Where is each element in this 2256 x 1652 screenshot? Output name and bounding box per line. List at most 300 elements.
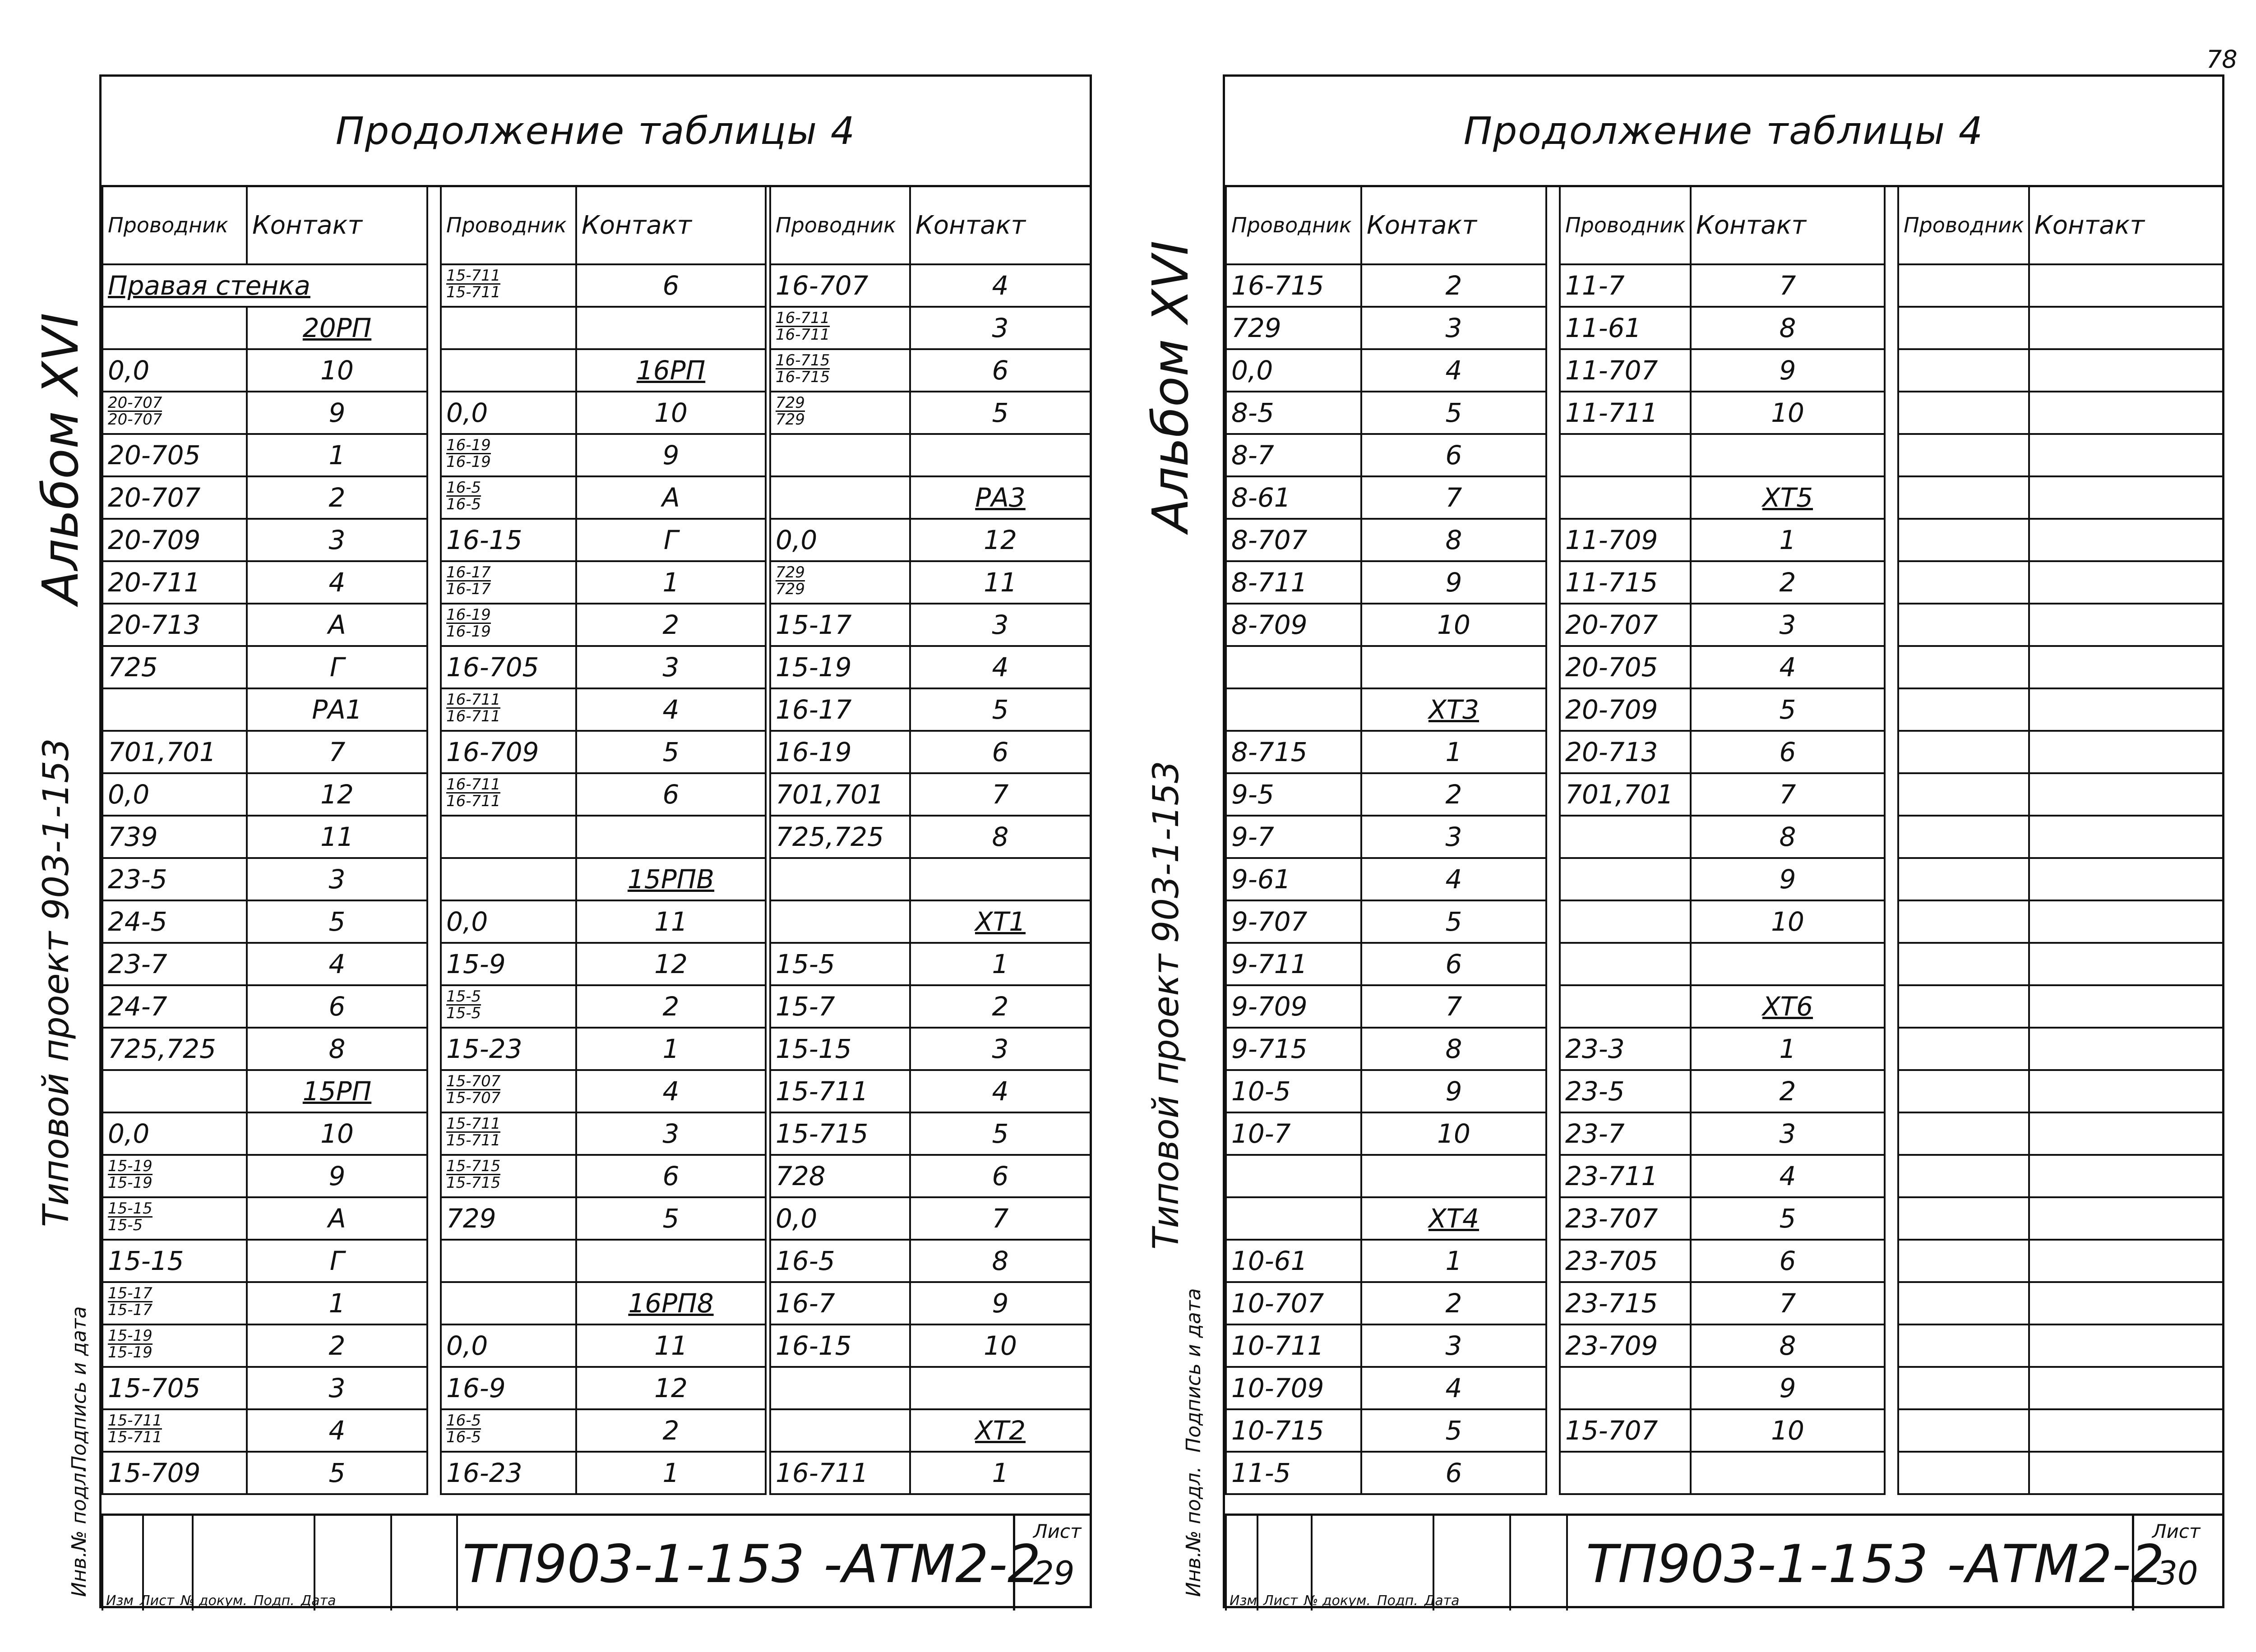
table-row: [441, 773, 766, 816]
contact-cell: 9: [1361, 561, 1546, 604]
table-row: [770, 1197, 1091, 1240]
document-suffix: -АТМ2-2: [1947, 1534, 2164, 1595]
document-code: ТП903-1-153: [1586, 1534, 1928, 1595]
conductor-cell: 20-707: [1560, 604, 1691, 646]
table-row: [1898, 476, 2223, 519]
contact-cell: 5: [576, 731, 766, 773]
table-row: [441, 858, 766, 900]
contact-cell: 8: [1691, 307, 1885, 349]
conductor-cell: 701,701: [770, 773, 910, 816]
conductor-cell: 10-61: [1226, 1240, 1361, 1282]
table-row: [1898, 1112, 2223, 1155]
paired-conductor: $\frac{16-17}{16-17}$: [446, 563, 491, 598]
table-row: [1898, 646, 2223, 688]
project-label: Типовой проект 903-1-153: [36, 738, 77, 1227]
contact-cell: 2: [1361, 264, 1546, 307]
contact-cell: 12: [576, 943, 766, 985]
contact-cell: [2029, 900, 2223, 943]
table-row: [1226, 646, 1546, 688]
table-row: [102, 943, 427, 985]
conductor-cell: [770, 476, 910, 519]
contact-cell: 7: [910, 1197, 1091, 1240]
conductor-cell: 8-707: [1226, 519, 1361, 561]
conductor-cell: [1898, 1197, 2029, 1240]
table-row: [770, 858, 1091, 900]
table-row: [102, 1197, 427, 1240]
table-row: [102, 264, 427, 307]
contact-cell: 7: [1361, 476, 1546, 519]
conductor-cell: [1898, 1112, 2029, 1155]
conductor-cell: [1560, 434, 1691, 476]
contact-cell: 2: [1361, 1282, 1546, 1324]
paired-conductor: $\frac{20-707}{20-707}$: [108, 393, 162, 429]
conductor-cell: [770, 1367, 910, 1409]
sheet-number-box: [1013, 1516, 1090, 1610]
contact-cell: РА3: [910, 476, 1091, 519]
contact-cell: [2029, 1324, 2223, 1367]
table-row: [1898, 1197, 2223, 1240]
conductor-cell: [1898, 264, 2029, 307]
conductor-cell: 8-61: [1226, 476, 1361, 519]
contact-cell: 2: [247, 476, 427, 519]
conductor-cell: 15-707: [1560, 1409, 1691, 1452]
document-suffix: -АТМ2-2: [823, 1534, 1041, 1595]
table-row: [1226, 858, 1546, 900]
contact-cell: 11: [247, 816, 427, 858]
conductor-cell: 23-5: [102, 858, 247, 900]
contact-cell: ХТ1: [910, 900, 1091, 943]
conductor-cell: 701,701: [1560, 773, 1691, 816]
conductor-cell: [1560, 985, 1691, 1028]
contact-cell: 4: [247, 1409, 427, 1452]
paired-conductor: $\frac{16-711}{16-711}$: [446, 690, 501, 725]
conductor-cell: 23-709: [1560, 1324, 1691, 1367]
paired-conductor: $\frac{16-5}{16-5}$: [446, 1411, 481, 1446]
contact-cell: ХТ2: [910, 1409, 1091, 1452]
contact-cell: 11: [910, 561, 1091, 604]
table-row: [441, 1324, 766, 1367]
table-row: [1560, 1197, 1885, 1240]
col-header-conductor: Проводник: [1226, 186, 1361, 264]
conductor-cell: 23-5: [1560, 1070, 1691, 1112]
table-row: [1898, 731, 2223, 773]
contact-cell: 5: [1691, 1197, 1885, 1240]
conductor-cell: 0,0: [770, 1197, 910, 1240]
conductor-cell: [1226, 1155, 1361, 1197]
contact-cell: 7: [1691, 773, 1885, 816]
contact-cell: 1: [1691, 1028, 1885, 1070]
table-row: [102, 646, 427, 688]
conductor-cell: 16-15: [770, 1324, 910, 1367]
paired-conductor: $\frac{16-711}{16-711}$: [446, 775, 501, 810]
conductor-cell: 15-715: [770, 1112, 910, 1155]
contact-cell: ХТ3: [1361, 688, 1546, 731]
conductor-cell: [1898, 349, 2029, 392]
contact-cell: 2: [910, 985, 1091, 1028]
table-row: [770, 816, 1091, 858]
conductor-cell: 8-709: [1226, 604, 1361, 646]
contact-cell: 4: [910, 646, 1091, 688]
contact-cell: 9: [247, 392, 427, 434]
table-row: [441, 1070, 766, 1112]
table-row: [1560, 1324, 1885, 1367]
table-row: [102, 773, 427, 816]
table-row: [770, 349, 1091, 392]
contact-cell: [2029, 646, 2223, 688]
contact-cell: 3: [910, 307, 1091, 349]
paired-conductor: $\frac{15-711}{15-711}$: [446, 1114, 501, 1149]
contact-cell: 8: [247, 1028, 427, 1070]
contact-cell: 10: [247, 1112, 427, 1155]
col-header-conductor: Проводник: [1898, 186, 2029, 264]
table-row: [1226, 1112, 1546, 1155]
table-row: [1560, 476, 1885, 519]
table-row: [102, 1409, 427, 1452]
contact-cell: 6: [1691, 1240, 1885, 1282]
contact-cell: 8: [910, 816, 1091, 858]
table-row: [102, 731, 427, 773]
contact-cell: 3: [247, 519, 427, 561]
conductor-cell: 15-705: [102, 1367, 247, 1409]
paired-conductor: $\frac{15-19}{15-19}$: [108, 1326, 153, 1361]
conductor-cell: [1560, 476, 1691, 519]
contact-cell: [2029, 1409, 2223, 1452]
paired-conductor: $\frac{15-5}{15-5}$: [446, 987, 481, 1022]
contact-cell: ХТ5: [1691, 476, 1885, 519]
contact-cell: 3: [247, 1367, 427, 1409]
table-row: [1226, 1452, 1546, 1494]
table-row: [1560, 1452, 1885, 1494]
conductor-cell: [770, 307, 910, 349]
conductor-cell: 9-5: [1226, 773, 1361, 816]
table-row: [1560, 392, 1885, 434]
sheet-right: [1128, 0, 2256, 1652]
conductor-cell: 739: [102, 816, 247, 858]
table-row: [441, 519, 766, 561]
table-row: [441, 1028, 766, 1070]
table-frame: [99, 74, 1092, 1608]
table-row: [441, 985, 766, 1028]
conductor-cell: 16-709: [441, 731, 576, 773]
table-row: [1898, 349, 2223, 392]
table-row: [1226, 604, 1546, 646]
table-row: [1560, 349, 1885, 392]
conductor-cell: 10-711: [1226, 1324, 1361, 1367]
conductor-cell: 0,0: [441, 392, 576, 434]
contact-cell: 1: [576, 561, 766, 604]
contact-cell: 2: [576, 604, 766, 646]
table-row: [1226, 1240, 1546, 1282]
conductor-cell: 9-7: [1226, 816, 1361, 858]
title-block: [1225, 1514, 2222, 1610]
conductor-cell: 725,725: [102, 1028, 247, 1070]
table-row: [1226, 943, 1546, 985]
contact-cell: 10: [576, 392, 766, 434]
conductor-cell: 15-9: [441, 943, 576, 985]
conductor-cell: 15-5: [770, 943, 910, 985]
contact-cell: 9: [910, 1282, 1091, 1324]
table-row: [770, 1324, 1091, 1367]
conductor-cell: 15-711: [770, 1070, 910, 1112]
table-row: [1898, 519, 2223, 561]
table-row: [1560, 1070, 1885, 1112]
conductor-cell: 23-705: [1560, 1240, 1691, 1282]
contact-cell: 2: [1691, 561, 1885, 604]
contact-cell: 1: [576, 1028, 766, 1070]
conductor-cell: [102, 1409, 247, 1452]
contact-cell: 8: [1361, 519, 1546, 561]
contact-cell: 6: [910, 1155, 1091, 1197]
table-row: [1898, 816, 2223, 858]
paired-conductor: $\frac{15-17}{15-17}$: [108, 1284, 153, 1319]
col-header-conductor: Проводник: [1560, 186, 1691, 264]
conductor-cell: 20-713: [1560, 731, 1691, 773]
contact-cell: [576, 816, 766, 858]
conductor-cell: 729: [441, 1197, 576, 1240]
contact-cell: 6: [1361, 1452, 1546, 1494]
contact-cell: Г: [247, 646, 427, 688]
table-row: [441, 943, 766, 985]
table-row: [441, 1197, 766, 1240]
conductor-cell: 10-5: [1226, 1070, 1361, 1112]
conductor-cell: 9-707: [1226, 900, 1361, 943]
contact-cell: 15РПВ: [576, 858, 766, 900]
contact-cell: 7: [1691, 264, 1885, 307]
table-row: [102, 392, 427, 434]
table-row: [770, 1240, 1091, 1282]
table-row: [1898, 1155, 2223, 1197]
col-header-contact: Контакт: [1691, 186, 1885, 264]
table-row: [770, 476, 1091, 519]
conductor-cell: 8-7: [1226, 434, 1361, 476]
table-row: [770, 688, 1091, 731]
table-row: [1560, 1028, 1885, 1070]
conductor-cell: [1898, 1028, 2029, 1070]
paired-conductor: $\frac{16-715}{16-715}$: [776, 351, 830, 386]
conductor-cell: 10-707: [1226, 1282, 1361, 1324]
conductor-cell: [770, 561, 910, 604]
contact-cell: 4: [910, 1070, 1091, 1112]
conductor-cell: [1560, 1367, 1691, 1409]
table-row: [102, 476, 427, 519]
table-row: [1560, 773, 1885, 816]
side-stamp-inventory: Инв.№ подл.: [1182, 1466, 1205, 1597]
contact-cell: 10: [1691, 392, 1885, 434]
table-row: [1898, 858, 2223, 900]
table-row: [1226, 1367, 1546, 1409]
table-row: [441, 688, 766, 731]
table-row: [770, 1112, 1091, 1155]
conductor-cell: [770, 434, 910, 476]
conductor-cell: 23-715: [1560, 1282, 1691, 1324]
table-row: [102, 900, 427, 943]
conductor-cell: [1898, 604, 2029, 646]
contact-cell: 8: [910, 1240, 1091, 1282]
table-row: [441, 476, 766, 519]
contact-cell: 9: [1691, 858, 1885, 900]
table-row: [1560, 1367, 1885, 1409]
conductor-cell: 11-707: [1560, 349, 1691, 392]
conductor-cell: [102, 392, 247, 434]
contact-cell: А: [247, 604, 427, 646]
table-row: [1226, 392, 1546, 434]
contact-cell: 7: [247, 731, 427, 773]
table-row: [102, 519, 427, 561]
conductor-cell: 16-711: [770, 1452, 910, 1494]
contact-cell: 4: [1361, 1367, 1546, 1409]
col-header-conductor: Проводник: [441, 186, 576, 264]
conductor-cell: 9-715: [1226, 1028, 1361, 1070]
table-row: [1560, 646, 1885, 688]
conductor-cell: 10-7: [1226, 1112, 1361, 1155]
table-row: [1226, 773, 1546, 816]
contact-cell: 5: [1691, 688, 1885, 731]
table-row: [1226, 816, 1546, 858]
table-row: [441, 264, 766, 307]
table-row: [770, 1282, 1091, 1324]
contact-cell: [2029, 1282, 2223, 1324]
contact-cell: 12: [910, 519, 1091, 561]
conductor-cell: [1898, 1282, 2029, 1324]
table-row: [1560, 858, 1885, 900]
table-row: [441, 561, 766, 604]
side-stamp-signature: Подпись и дата: [68, 1306, 91, 1471]
contact-cell: [2029, 985, 2223, 1028]
table-row: [1898, 1240, 2223, 1282]
contact-cell: [1361, 646, 1546, 688]
table-row: [102, 1028, 427, 1070]
conductor-cell: 16-19: [770, 731, 910, 773]
table-row: [770, 900, 1091, 943]
contact-cell: 1: [1691, 519, 1885, 561]
paired-conductor: $\frac{16-19}{16-19}$: [446, 436, 491, 471]
table-row: [770, 434, 1091, 476]
conductor-cell: [770, 900, 910, 943]
contact-cell: 9: [1691, 349, 1885, 392]
conductor-cell: [441, 858, 576, 900]
conductor-cell: 729: [1226, 307, 1361, 349]
contact-cell: 10: [1361, 604, 1546, 646]
table-row: [441, 1409, 766, 1452]
conductor-cell: [441, 1409, 576, 1452]
table-row: [441, 604, 766, 646]
table-row: [770, 985, 1091, 1028]
table-row: [1226, 1197, 1546, 1240]
sheet-number: 30: [2157, 1554, 2198, 1592]
table-row: [1560, 1112, 1885, 1155]
document-code: ТП903-1-153: [462, 1534, 805, 1595]
table-row: [1898, 1282, 2223, 1324]
table-row: [1226, 900, 1546, 943]
conductor-cell: [441, 985, 576, 1028]
table-row: [441, 392, 766, 434]
table-row: [102, 1324, 427, 1367]
contact-cell: 10: [910, 1324, 1091, 1367]
contact-cell: 4: [247, 561, 427, 604]
conductor-cell: 11-715: [1560, 561, 1691, 604]
sheet-label: Лист: [1033, 1520, 1082, 1542]
contact-cell: 5: [576, 1197, 766, 1240]
conductor-cell: [102, 1155, 247, 1197]
contact-cell: 6: [1361, 943, 1546, 985]
wire-table-2: [440, 185, 767, 1495]
conductor-cell: 15-15: [770, 1028, 910, 1070]
table-row: [1898, 773, 2223, 816]
conductor-cell: [1898, 392, 2029, 434]
contact-cell: [910, 858, 1091, 900]
table-row: [102, 1112, 427, 1155]
table-frame: [1223, 74, 2224, 1608]
table-row: [1226, 1409, 1546, 1452]
contact-cell: [576, 1240, 766, 1282]
contact-cell: 6: [1691, 731, 1885, 773]
conductor-cell: 20-709: [1560, 688, 1691, 731]
table-row: [1898, 561, 2223, 604]
conductor-cell: 0,0: [441, 1324, 576, 1367]
table-row: [770, 392, 1091, 434]
paired-conductor: $\frac{15-711}{15-711}$: [446, 266, 501, 301]
contact-cell: [2029, 392, 2223, 434]
conductor-cell: [1898, 1324, 2029, 1367]
contact-cell: 9: [247, 1155, 427, 1197]
table-row: [1560, 1282, 1885, 1324]
contact-cell: 8: [1361, 1028, 1546, 1070]
conductor-cell: [1898, 646, 2029, 688]
conductor-cell: 23-711: [1560, 1155, 1691, 1197]
contact-cell: 4: [1691, 1155, 1885, 1197]
contact-cell: 3: [910, 1028, 1091, 1070]
conductor-cell: [1560, 1452, 1691, 1494]
contact-cell: [2029, 1155, 2223, 1197]
contact-cell: 6: [910, 731, 1091, 773]
conductor-cell: 9-711: [1226, 943, 1361, 985]
col-header-contact: Контакт: [1361, 186, 1546, 264]
conductor-cell: [1898, 985, 2029, 1028]
contact-cell: [2029, 561, 2223, 604]
table-row: [1226, 1155, 1546, 1197]
contact-cell: 7: [1691, 1282, 1885, 1324]
conductor-cell: [1898, 816, 2029, 858]
contact-cell: [910, 434, 1091, 476]
contact-cell: 2: [1361, 773, 1546, 816]
contact-cell: 8: [1691, 1324, 1885, 1367]
conductor-cell: [1898, 900, 2029, 943]
paired-conductor: $\frac{15-715}{15-715}$: [446, 1157, 501, 1192]
table-row: [770, 731, 1091, 773]
conductor-cell: 16-5: [770, 1240, 910, 1282]
contact-cell: 6: [576, 773, 766, 816]
conductor-cell: 24-7: [102, 985, 247, 1028]
contact-cell: 7: [910, 773, 1091, 816]
table-row: [770, 561, 1091, 604]
table-row: [102, 434, 427, 476]
table-row: [441, 1112, 766, 1155]
conductor-cell: 11-711: [1560, 392, 1691, 434]
conductor-cell: 16-9: [441, 1367, 576, 1409]
contact-cell: [2029, 1240, 2223, 1282]
conductor-cell: 16-705: [441, 646, 576, 688]
contact-cell: 4: [576, 1070, 766, 1112]
contact-cell: 3: [1361, 307, 1546, 349]
conductor-cell: [1898, 476, 2029, 519]
sheet-number: 29: [1033, 1554, 1075, 1592]
contact-cell: 4: [1361, 349, 1546, 392]
table-row: [1898, 1324, 2223, 1367]
table-row: [441, 900, 766, 943]
table-row: [770, 646, 1091, 688]
table-row: [1226, 349, 1546, 392]
contact-cell: 1: [1361, 1240, 1546, 1282]
